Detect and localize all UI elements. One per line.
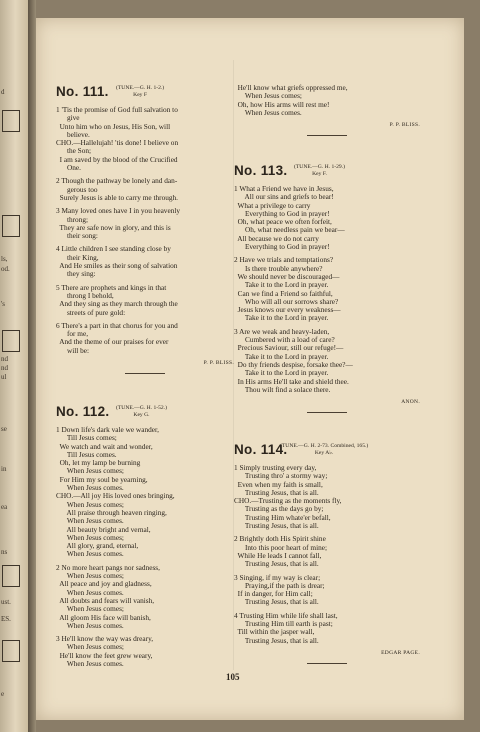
lyric-line: All gloom His face will banish, <box>56 612 151 622</box>
facing-page-fragment: ls, <box>1 255 8 263</box>
lyric-line: 5 There are prophets and kings in that <box>56 282 167 292</box>
lyric-line: When Jesus comes. <box>234 107 302 117</box>
lyric-line: And they sing as they march through the <box>56 299 178 309</box>
stanza <box>234 464 420 530</box>
lyric-line: 4 Little children I see standing close by <box>56 244 171 254</box>
lyric-line: throng I behold, <box>56 290 114 300</box>
lyric-line: 1 Simply trusting every day, <box>234 463 317 472</box>
facing-page-staff <box>2 215 20 237</box>
lyric-line: When Jesus comes; <box>56 642 124 652</box>
lyric-line: Oh, what peace we often forfeit, <box>234 217 332 227</box>
hymn-header <box>234 442 420 462</box>
divider-rule <box>125 373 165 374</box>
facing-page-staff <box>2 110 20 132</box>
lyric-line: the Son; <box>56 146 92 156</box>
lyric-line: And He smiles as their song of salvation <box>56 261 178 271</box>
lyric-line: When Jesus comes. <box>56 659 124 669</box>
lyric-line: When Jesus comes; <box>56 604 124 614</box>
facing-page-fragment: nd <box>1 355 8 363</box>
stanza <box>56 564 234 630</box>
lyric-line: All our sins and griefs to bear! <box>234 192 334 202</box>
lyric-line: I am saved by the blood of the Crucified <box>56 154 178 164</box>
facing-page-fragment: ea <box>1 503 8 511</box>
lyric-line: All glory, grand, eternal, <box>56 541 139 551</box>
stanza <box>234 535 420 568</box>
facing-page-fragment: ul <box>1 373 7 381</box>
stanza <box>234 574 420 607</box>
lyric-line: What a privilege to carry <box>234 200 311 210</box>
lyric-line: Trusting Jesus, that is all. <box>234 521 319 531</box>
lyric-line: CHO.—Trusting as the moments fly, <box>234 496 342 506</box>
stanza <box>56 635 234 668</box>
stanza <box>56 284 234 317</box>
lyric-line: Trusting Jesus, that is all. <box>234 597 319 607</box>
lyric-line: 2 Have we trials and temptations? <box>234 255 334 265</box>
lyric-line: They are safe now in glory, and this is <box>56 222 171 232</box>
lyric-line: Till Jesus comes. <box>56 449 117 459</box>
lyric-line: When Jesus comes. <box>56 516 124 526</box>
lyric-line: Into this poor heart of mine; <box>234 542 328 552</box>
lyric-line: For Him my soul be yearning, <box>56 474 148 484</box>
stanza <box>56 322 234 355</box>
lyric-line: 2 Though the pathway be lonely and dan- <box>56 176 178 186</box>
stanza <box>234 256 420 322</box>
lyric-line: Is there trouble anywhere? <box>234 263 323 273</box>
lyric-line: When Jesus comes; <box>56 571 124 581</box>
divider-rule <box>307 412 347 413</box>
lyric-line: Can we find a Friend so faithful, <box>234 288 333 298</box>
facing-page-fragment: 's <box>1 300 5 308</box>
facing-page-fragment: ust. <box>1 598 11 606</box>
lyric-line: When Jesus comes. <box>56 587 124 597</box>
lyric-line: Trusting as the days go by; <box>234 504 324 514</box>
lyric-line: Everything to God in prayer! <box>234 208 330 218</box>
lyric-line: 2 No more heart pangs nor sadness, <box>56 562 160 572</box>
lyric-line: All beauty bright and vernal, <box>56 524 151 534</box>
lyric-line: When Jesus comes. <box>56 620 124 630</box>
lyric-line: 4 Trusting Him while life shall last, <box>234 610 338 620</box>
lyric-line: 6 There's a part in that chorus for you and <box>56 320 178 330</box>
hymn-113 <box>234 163 420 413</box>
lyric-line: they sing: <box>56 269 96 279</box>
stanza <box>234 185 420 251</box>
tune-line: (TUNE.—G. H. 2-73. Combined, 165.) <box>280 443 369 449</box>
stanza <box>56 207 234 240</box>
lyric-line: Everything to God in prayer! <box>234 242 330 252</box>
tune-line: (TUNE.—G. H. 1-52.) <box>116 405 167 411</box>
lyric-line: In His arms He'll take and shield thee. <box>234 376 349 386</box>
lyric-line: for me, <box>56 329 89 339</box>
lyric-line: He'll know the feet grew weary, <box>56 650 153 660</box>
lyric-line: Take it to the Lord in prayer. <box>234 351 329 361</box>
lyric-line: When Jesus comes; <box>56 499 124 509</box>
facing-page-staff <box>2 565 20 587</box>
stanza <box>234 328 420 394</box>
lyric-line: throng; <box>56 214 89 224</box>
lyric-line: Surely Jesus is able to carry me through. <box>56 192 178 202</box>
lyric-line: streets of pure gold: <box>56 307 126 317</box>
lyric-line: When Jesus comes; <box>234 91 302 101</box>
lyric-line: Jesus knows our every weakness— <box>234 305 341 315</box>
lyric-line: Trusting Jesus, that is all. <box>234 559 319 569</box>
hymn-114 <box>234 442 420 664</box>
lyric-line: Who will all our sorrows share? <box>234 296 339 306</box>
lyric-line: Till within the jasper wall, <box>234 627 315 637</box>
facing-page-fragment: in <box>1 465 7 473</box>
stanza <box>56 245 234 278</box>
tune-line: (TUNE.—G. H. 1-2.) <box>116 85 165 91</box>
lyric-line: One. <box>56 163 81 173</box>
hymn-number: No. 111. <box>56 84 109 99</box>
lyric-line: We watch and wait and wonder, <box>56 441 153 451</box>
facing-page-staff <box>2 640 20 662</box>
lyric-line: All doubts and fears will vanish, <box>56 595 155 605</box>
lyric-line: Praying,if the path is drear; <box>234 580 325 590</box>
lyric-line: 3 He'll know the way was dreary, <box>56 634 154 644</box>
lyric-line: Oh, let my lamp be burning <box>56 458 141 468</box>
tune-reference <box>280 443 368 456</box>
lyric-line: 2 Brightly doth His Spirit shine <box>234 534 326 544</box>
lyric-line: Trusting thro' a stormy way; <box>234 471 328 481</box>
lyric-line: 1 What a Friend we have in Jesus, <box>234 184 334 193</box>
facing-page-fragment: e <box>1 690 5 698</box>
lyric-line: Trusting Jesus, that is all. <box>234 635 319 645</box>
lyric-line: Trusting Him till earth is past; <box>234 619 333 629</box>
lyric-line: While He leads I cannot fall, <box>234 550 322 560</box>
stanza <box>234 612 420 645</box>
hymn-111 <box>56 84 234 374</box>
lyric-line: All because we do not carry <box>234 233 319 243</box>
hymn-header <box>56 84 234 104</box>
hymn-number: No. 113. <box>234 163 288 178</box>
key-line: Key A♭. <box>314 449 334 456</box>
lyric-line: will be: <box>56 345 90 355</box>
lyric-line: believe. <box>56 129 90 139</box>
facing-page-fragment: d <box>1 88 5 96</box>
author-attribution: EDGAR PAGE. <box>381 649 420 656</box>
stanza <box>56 177 234 202</box>
author-attribution: ANON. <box>401 399 420 406</box>
lyric-line: CHO.—Hallelujah! 'tis done! I believe on <box>56 138 179 148</box>
facing-page-fragment: nd <box>1 364 8 372</box>
facing-page-fragment: od. <box>1 265 10 273</box>
stanza <box>56 426 234 559</box>
hymn-number: No. 112. <box>56 404 110 419</box>
lyric-line: If in danger, for Him call; <box>234 589 313 599</box>
divider-rule <box>307 663 347 664</box>
lyric-line: 3 Are we weak and heavy-laden, <box>234 326 330 336</box>
lyric-line: Cumbered with a load of care? <box>234 335 335 345</box>
key-line: Key G. <box>133 411 150 418</box>
lyric-line: Take it to the Lord in prayer. <box>234 368 329 378</box>
lyric-line: 1 Down life's dark vale we wander, <box>56 425 159 434</box>
lyric-line: Trusting Jesus, that is all. <box>234 487 319 497</box>
lyric-line: 3 Many loved ones have I in you heavenly <box>56 206 181 216</box>
lyric-line: When Jesus comes; <box>56 532 124 542</box>
key-line: Key F. <box>312 170 327 177</box>
hymn-112 <box>56 404 234 673</box>
divider-rule <box>307 135 347 136</box>
hymn-header <box>56 404 234 424</box>
lyric-line: When Jesus comes. <box>56 483 124 493</box>
facing-page-staff <box>2 330 20 352</box>
lyric-line: Oh, what needless pain we bear— <box>234 225 345 235</box>
lyric-line: And the theme of our praises for ever <box>56 337 169 347</box>
hymn-header <box>234 163 420 183</box>
hymn-112-continued <box>234 84 420 136</box>
lyric-line: Do thy friends despise, forsake thee?— <box>234 359 353 369</box>
lyric-line: their King, <box>56 252 99 262</box>
lyric-line: 1 'Tis the promise of God full salvation to <box>56 105 178 114</box>
lyric-line: We should never be discouraged— <box>234 271 340 281</box>
tune-reference <box>294 164 345 177</box>
lyric-line: Trusting Him whate'er befall, <box>234 512 331 522</box>
lyric-line: Even when my faith is small, <box>234 479 323 489</box>
lyric-line: give <box>56 113 80 123</box>
author-attribution: P. P. BLISS. <box>389 122 420 129</box>
hymnal-page <box>36 18 464 720</box>
lyric-line: Take it to the Lord in prayer. <box>234 280 329 290</box>
tune-reference <box>116 85 164 98</box>
lyric-line: Thou wilt find a solace there. <box>234 384 331 394</box>
lyric-line: All peace and joy and gladness, <box>56 579 152 589</box>
key-line: Key F <box>133 91 147 98</box>
facing-page-edge <box>0 0 28 732</box>
page-number: 105 <box>226 672 240 682</box>
stanza <box>56 106 234 172</box>
facing-page-fragment: se <box>1 425 7 433</box>
book-spine <box>28 0 36 732</box>
lyric-line: When Jesus comes; <box>56 466 124 476</box>
facing-page-fragment: ES. <box>1 615 11 623</box>
lyric-line: When Jesus comes. <box>56 549 124 559</box>
tune-reference <box>116 405 167 418</box>
lyric-line: 3 Singing, if my way is clear; <box>234 572 321 582</box>
hymn-number: No. 114. <box>234 442 288 457</box>
tune-line: (TUNE.—G. H. 1-29.) <box>294 164 345 170</box>
lyric-line: their song: <box>56 231 98 241</box>
author-attribution: P. P. BLISS. <box>203 360 234 367</box>
lyric-line: He'll know what griefs oppressed me, <box>234 83 348 92</box>
lyric-line: Unto him who on Jesus, His Son, will <box>56 121 171 131</box>
lyric-line: All praise through heaven ringing, <box>56 507 167 517</box>
facing-page-fragment: ns <box>1 548 8 556</box>
lyric-line: gerous too <box>56 184 98 194</box>
lyric-line: Till Jesus comes; <box>56 433 117 443</box>
lyric-line: Take it to the Lord in prayer. <box>234 313 329 323</box>
lyric-line: Oh, how His arms will rest me! <box>234 99 330 109</box>
stanza <box>234 84 420 117</box>
lyric-line: CHO.—All joy His loved ones bringing, <box>56 491 175 501</box>
lyric-line: Precious Saviour, still our refuge!— <box>234 343 344 353</box>
